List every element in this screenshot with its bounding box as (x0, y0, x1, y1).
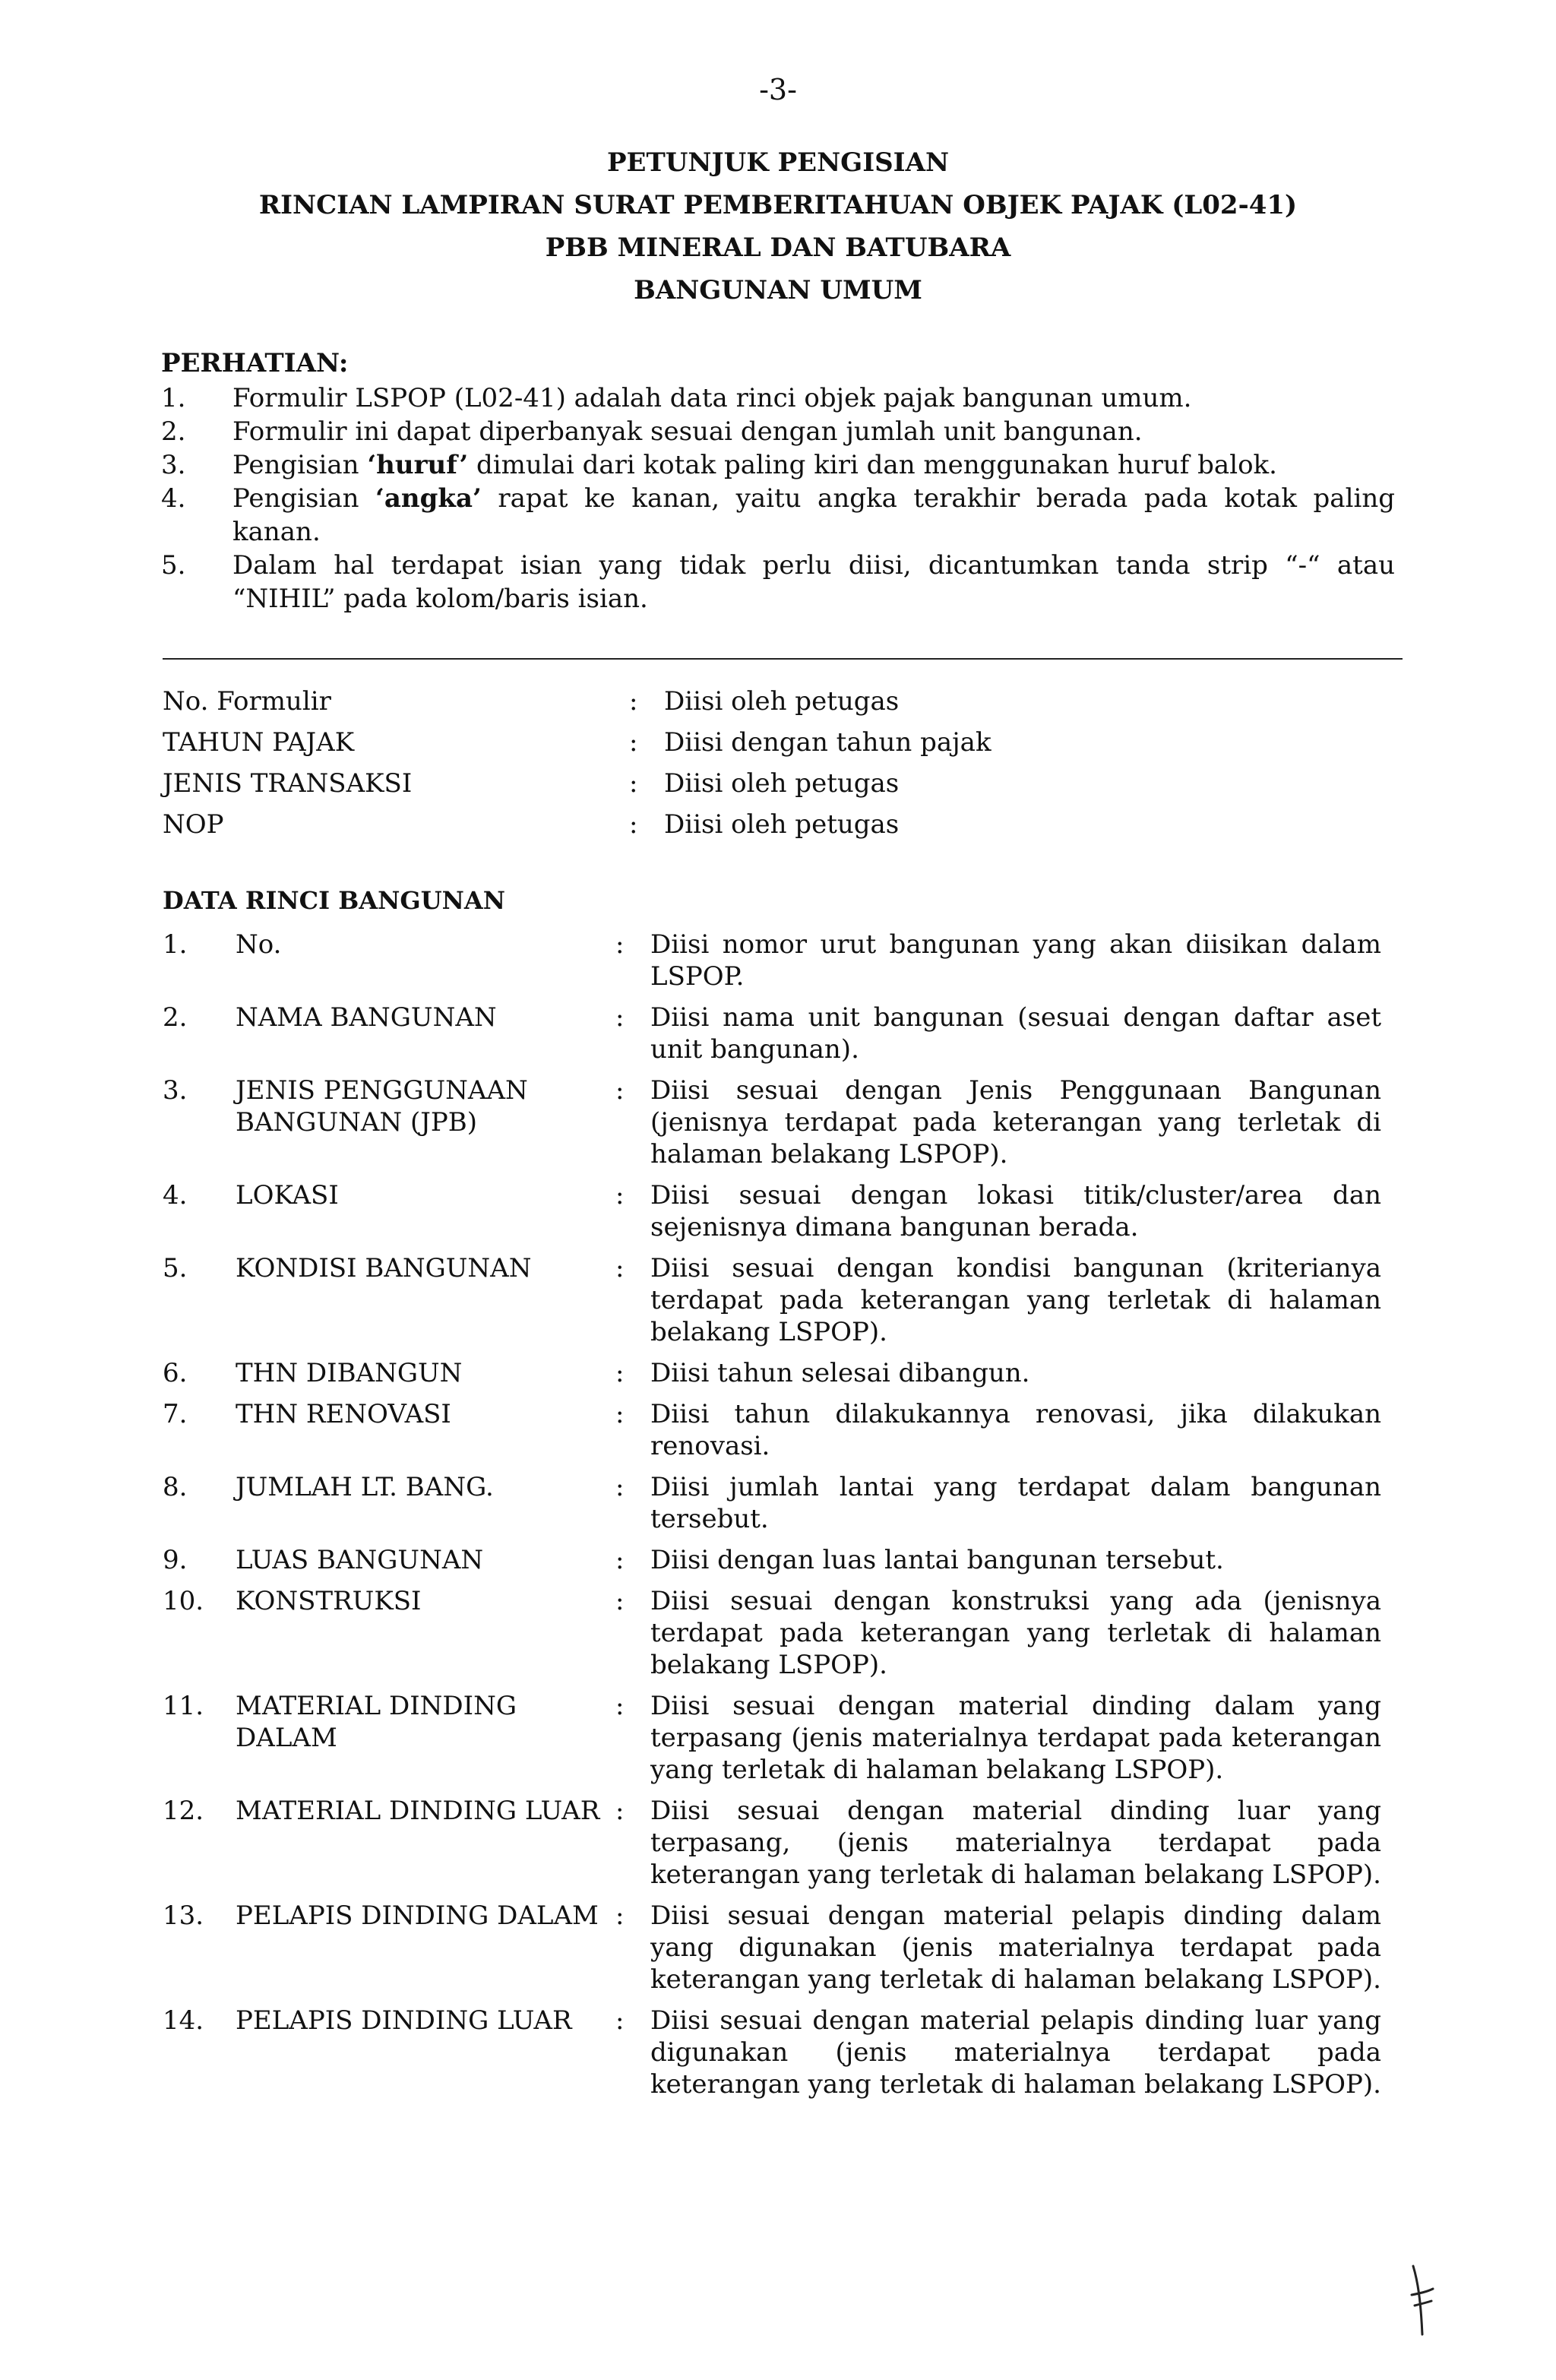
detail-colon: : (615, 1545, 625, 1575)
meta-row (163, 804, 1409, 845)
detail-label: PELAPIS DINDING DALAM (236, 1901, 599, 1931)
detail-text: Diisi dengan luas lantai bangunan tersebut. (650, 1545, 1224, 1575)
detail-number: 11. (163, 1691, 204, 1721)
attention-item-number: 3. (161, 450, 186, 480)
attention-text-part: Pengisian (232, 450, 368, 480)
detail-row (163, 1252, 1381, 1348)
detail-number: 13. (163, 1901, 204, 1931)
detail-colon: : (615, 929, 625, 960)
detail-row (163, 929, 1381, 992)
detail-label: JUMLAH LT. BANG. (236, 1472, 494, 1502)
detail-label: KONSTRUKSI (236, 1586, 422, 1616)
meta-row (163, 763, 1409, 804)
detail-label: PELAPIS DINDING LUAR (236, 2005, 572, 2036)
title-line-1: PETUNJUK PENGISIAN (606, 147, 950, 178)
detail-label: MATERIAL DINDING LUAR (236, 1796, 600, 1826)
attention-item (161, 381, 1395, 415)
detail-row (163, 1690, 1381, 1786)
detail-colon: : (615, 1586, 625, 1616)
detail-number: 3. (163, 1075, 188, 1106)
attention-item (161, 482, 1395, 549)
detail-row (163, 1398, 1381, 1462)
detail-row (163, 1471, 1381, 1535)
detail-text: Diisi sesuai dengan material dinding dalam yang terpasang (jenis materialnya terdapat pada keterangan yang terletak di halaman belakang LSPOP). (650, 1691, 1381, 1785)
document-title (0, 141, 1556, 312)
attention-item (161, 549, 1395, 616)
title-line-3: PBB MINERAL DAN BATUBARA (545, 233, 1011, 263)
detail-text: Diisi jumlah lantai yang terdapat dalam bangunan tersebut. (650, 1472, 1381, 1534)
detail-colon: : (615, 1002, 625, 1033)
attention-bold-term: ‘angka’ (375, 483, 482, 514)
detail-text: Diisi sesuai dengan material dinding luar yang terpasang, (jenis materialnya terdapat pada keterangan yang terletak di halaman belakang LSPOP). (650, 1796, 1381, 1890)
detail-colon: : (615, 1075, 625, 1106)
attention-list (161, 381, 1395, 616)
attention-item-text: Formulir LSPOP (L02-41) adalah data rinci objek pajak bangunan umum. (232, 383, 1192, 413)
title-line-2: RINCIAN LAMPIRAN SURAT PEMBERITAHUAN OBJEK PAJAK (L02-41) (258, 190, 1298, 220)
attention-section (161, 347, 1395, 616)
detail-number: 8. (163, 1472, 188, 1502)
detail-label: LUAS BANGUNAN (236, 1545, 484, 1575)
attention-item-text (232, 482, 1395, 549)
detail-row (163, 2005, 1381, 2100)
meta-value: Diisi dengan tahun pajak (664, 727, 991, 758)
detail-colon: : (615, 1796, 625, 1826)
detail-colon: : (615, 1472, 625, 1502)
attention-item-text (232, 448, 1395, 482)
meta-row (163, 681, 1409, 722)
detail-text: Diisi sesuai dengan konstruksi yang ada (jenisnya terdapat pada keterangan yang terletak di halaman belakang LSPOP). (650, 1586, 1381, 1680)
detail-text: Diisi sesuai dengan kondisi bangunan (kriterianya terdapat pada keterangan yang terletak di halaman belakang LSPOP). (650, 1253, 1381, 1347)
handwritten-initial-mark (1407, 2258, 1437, 2342)
detail-label: LOKASI (236, 1180, 339, 1211)
meta-colon: : (629, 727, 638, 758)
detail-colon: : (615, 1691, 625, 1721)
attention-item (161, 415, 1395, 448)
detail-row (163, 1074, 1381, 1170)
detail-row (163, 1002, 1381, 1065)
attention-heading: PERHATIAN: (161, 348, 349, 378)
attention-item-number: 5. (161, 550, 186, 581)
attention-text-part: dimulai dari kotak paling kiri dan menggunakan huruf balok. (468, 450, 1277, 480)
detail-text: Diisi nomor urut bangunan yang akan diisikan dalam LSPOP. (650, 929, 1381, 992)
detail-label: THN DIBANGUN (236, 1358, 463, 1388)
detail-text: Diisi sesuai dengan Jenis Penggunaan Bangunan (jenisnya terdapat pada keterangan yang terletak di halaman belakang LSPOP). (650, 1075, 1381, 1169)
meta-value: Diisi oleh petugas (664, 686, 900, 717)
meta-colon: : (629, 768, 638, 799)
meta-label: JENIS TRANSAKSI (163, 768, 413, 799)
detail-row (163, 1179, 1381, 1243)
attention-text-part: Pengisian (232, 483, 376, 514)
detail-label: THN RENOVASI (236, 1399, 451, 1429)
meta-label: No. Formulir (163, 686, 331, 717)
detail-number: 12. (163, 1796, 204, 1826)
detail-row (163, 1544, 1381, 1576)
attention-item-text: Dalam hal terdapat isian yang tidak perlu diisi, dicantumkan tanda strip “-“ atau “NIHIL” pada kolom/baris isian. (232, 550, 1395, 614)
attention-item (161, 448, 1395, 482)
page-number: -3- (759, 73, 797, 106)
detail-colon: : (615, 1180, 625, 1211)
meta-colon: : (629, 809, 638, 840)
detail-number: 2. (163, 1002, 188, 1033)
separator-line (163, 658, 1403, 660)
meta-colon: : (629, 686, 638, 717)
attention-text-part: rapat ke kanan, yaitu angka terakhir berada pada kotak paling kanan. (232, 483, 1395, 547)
meta-label: TAHUN PAJAK (163, 727, 355, 758)
detail-text: Diisi sesuai dengan material pelapis dinding dalam yang digunakan (jenis materialnya terdapat pada keterangan yang terletak di halaman belakang LSPOP). (650, 1901, 1381, 1995)
detail-row (163, 1357, 1381, 1389)
form-meta-section (163, 681, 1409, 845)
detail-number: 5. (163, 1253, 188, 1283)
detail-number: 4. (163, 1180, 188, 1211)
details-list (163, 929, 1381, 2109)
detail-number: 1. (163, 929, 188, 960)
detail-text: Diisi nama unit bangunan (sesuai dengan daftar aset unit bangunan). (650, 1002, 1381, 1065)
detail-number: 10. (163, 1586, 204, 1616)
detail-colon: : (615, 2005, 625, 2036)
attention-item-number: 2. (161, 416, 186, 447)
detail-text: Diisi tahun selesai dibangun. (650, 1358, 1030, 1388)
detail-label: NAMA BANGUNAN (236, 1002, 497, 1033)
detail-colon: : (615, 1399, 625, 1429)
detail-colon: : (615, 1253, 625, 1283)
attention-item-number: 4. (161, 483, 186, 514)
detail-colon: : (615, 1901, 625, 1931)
detail-colon: : (615, 1358, 625, 1388)
detail-text: Diisi tahun dilakukannya renovasi, jika dilakukan renovasi. (650, 1399, 1381, 1461)
detail-number: 14. (163, 2005, 204, 2036)
detail-label: MATERIAL DINDING DALAM (236, 1691, 517, 1753)
attention-bold-term: ‘huruf’ (367, 450, 469, 480)
detail-text: Diisi sesuai dengan lokasi titik/cluster/area dan sejenisnya dimana bangunan berada. (650, 1180, 1381, 1242)
detail-text: Diisi sesuai dengan material pelapis dinding luar yang digunakan (jenis materialnya terdapat pada keterangan yang terletak di halaman belakang LSPOP). (650, 2005, 1381, 2100)
detail-number: 7. (163, 1399, 188, 1429)
detail-label: No. (236, 929, 282, 960)
meta-value: Diisi oleh petugas (664, 809, 900, 840)
detail-number: 9. (163, 1545, 188, 1575)
detail-label: JENIS PENGGUNAAN BANGUNAN (JPB) (236, 1075, 528, 1138)
detail-row (163, 1585, 1381, 1681)
detail-label: KONDISI BANGUNAN (236, 1253, 532, 1283)
attention-item-text: Formulir ini dapat diperbanyak sesuai dengan jumlah unit bangunan. (232, 416, 1143, 447)
meta-row (163, 722, 1409, 763)
meta-value: Diisi oleh petugas (664, 768, 900, 799)
detail-row (163, 1795, 1381, 1891)
meta-label: NOP (163, 809, 224, 840)
details-heading: DATA RINCI BANGUNAN (163, 886, 505, 915)
detail-row (163, 1900, 1381, 1995)
detail-number: 6. (163, 1358, 188, 1388)
title-line-4: BANGUNAN UMUM (634, 275, 922, 305)
attention-item-number: 1. (161, 383, 186, 413)
